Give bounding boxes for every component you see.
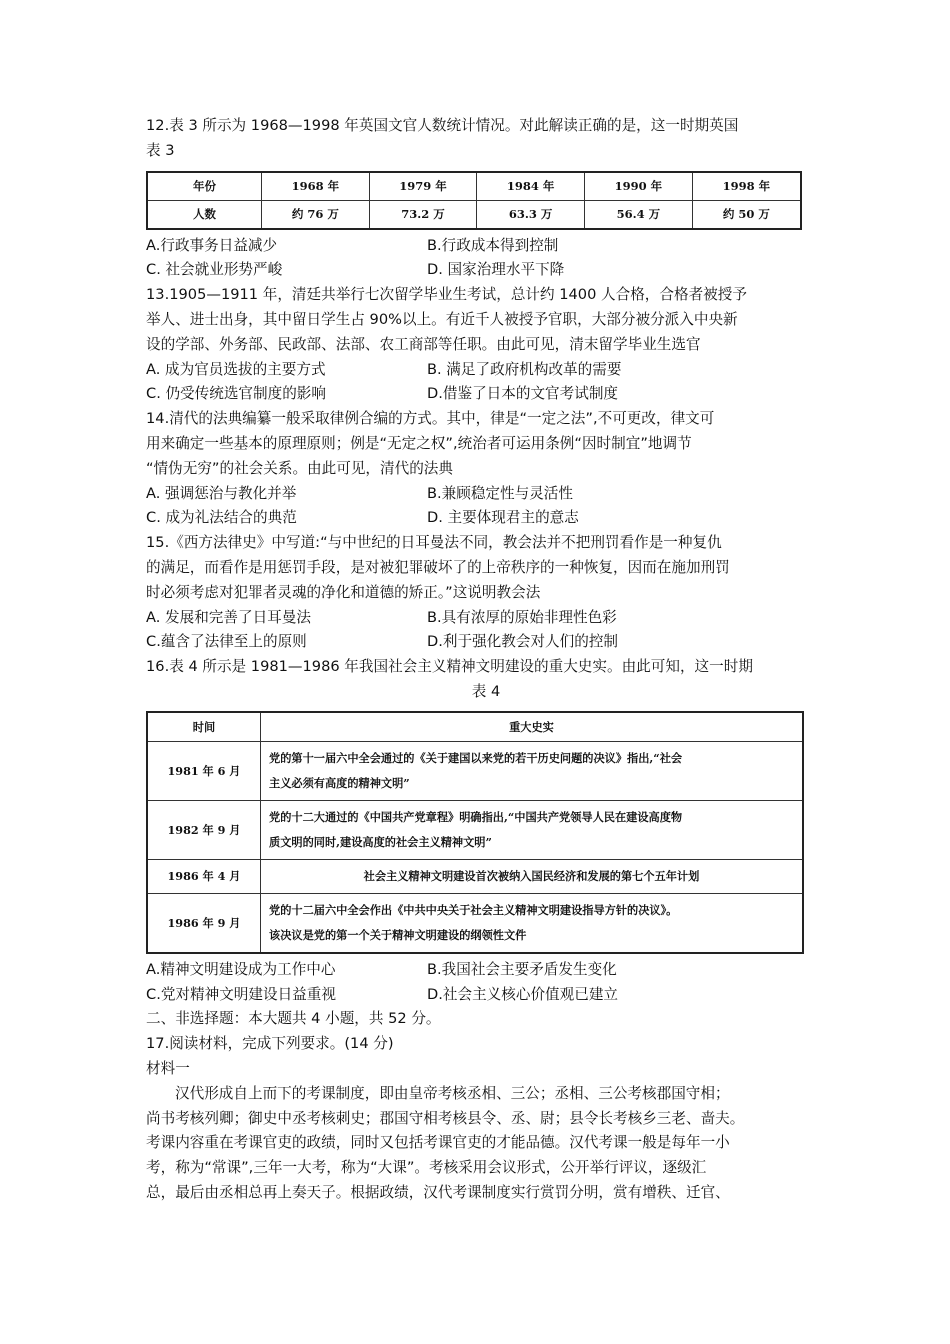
question-stem: 16.表 4 所示是 1981—1986 年我国社会主义精神文明建设的重大史实。由此可知，这一时期 — [146, 658, 753, 676]
option-row — [146, 234, 826, 259]
table-caption: 表 3 — [146, 141, 175, 159]
table-cell: 时间 — [147, 712, 261, 742]
table-4 — [146, 711, 804, 954]
option-a[interactable]: A. 发展和完善了日耳曼法 — [146, 608, 311, 626]
table-cell: 1984 年 — [477, 172, 585, 201]
option-a[interactable]: A. 成为官员选拔的主要方式 — [146, 360, 326, 378]
table-cell: 1981 年 6 月 — [147, 741, 261, 800]
table-cell — [261, 859, 804, 893]
material-text-line: 考，称为“常课”,三年一大考，称为“大课”。考核采用会议形式，公开举行评议，逐级汇 — [146, 1159, 707, 1177]
table-3 — [146, 171, 802, 230]
option-c[interactable]: C. 成为礼法结合的典范 — [146, 509, 297, 527]
question-12 — [146, 114, 826, 283]
question-text-line: 的满足，而看作是用惩罚手段，是对被犯罪破坏了的上帝秩序的一种恢复，因而在施加刑罚 — [146, 558, 730, 576]
option-row — [146, 606, 826, 631]
table-cell — [261, 800, 804, 859]
table-cell: 1986 年 9 月 — [147, 893, 261, 953]
fact-line: 党的十二届六中全会作出《中共中央关于社会主义精神文明建设指导方针的决议》。 — [269, 902, 678, 917]
table-cell: 人数 — [147, 200, 262, 229]
table-cell: 约 76 万 — [262, 200, 370, 229]
option-a[interactable]: A.精神文明建设成为工作中心 — [146, 960, 336, 978]
table-row — [147, 859, 803, 893]
table-cell: 约 50 万 — [692, 200, 801, 229]
question-15 — [146, 531, 826, 655]
option-b[interactable]: B.具有浓厚的原始非理性色彩 — [427, 608, 617, 626]
fact-line: 该决议是党的第一个关于精神文明建设的纲领性文件 — [269, 927, 527, 942]
fact-line: 党的第十一届六中全会通过的《关于建国以来党的若干历史问题的决议》指出,“社会 — [269, 750, 683, 765]
material-text-line: 考课内容重在考课官吏的政绩，同时又包括考课官吏的才能品德。汉代考课一般是每年一小 — [146, 1134, 730, 1152]
option-b[interactable]: B. 满足了政府机构改革的需要 — [427, 360, 622, 378]
table-row — [147, 200, 801, 229]
material-text-line: 尚书考核列卿；御史中丞考核刺史；郡国守相考核县令、丞、尉；县令长考核乡三老、啬夫。 — [146, 1109, 745, 1127]
fact-line: 主义必须有高度的精神文明” — [269, 775, 410, 790]
table-cell — [261, 741, 804, 800]
table-row — [147, 741, 803, 800]
question-17 — [146, 1032, 826, 1206]
option-c[interactable]: C.党对精神文明建设日益重视 — [146, 985, 336, 1003]
table-cell: 1990 年 — [585, 172, 693, 201]
table-cell — [261, 893, 804, 953]
fact-line: 党的十二大通过的《中国共产党章程》明确指出,“中国共产党领导人民在建设高度物 — [269, 809, 683, 824]
option-row — [146, 358, 826, 383]
question-text-line: 13.1905—1911 年，清廷共举行七次留学毕业生考试，总计约 1400 人合格，合格者被授予 — [146, 286, 747, 304]
option-a[interactable]: A. 强调惩治与教化并举 — [146, 484, 297, 502]
option-row — [146, 630, 826, 655]
question-stem: 12.表 3 所示为 1968—1998 年英国文官人数统计情况。对此解读正确的是，这一时期英国 — [146, 117, 739, 134]
option-row — [146, 983, 826, 1008]
option-d[interactable]: D.利于强化教会对人们的控制 — [427, 633, 619, 651]
option-d[interactable]: D. 国家治理水平下降 — [427, 261, 565, 279]
question-16 — [146, 655, 826, 1007]
option-b[interactable]: B.兼顾稳定性与灵活性 — [427, 484, 573, 502]
question-text-line: 设的学部、外务部、民政部、法部、农工商部等任职。由此可见，清末留学毕业生选官 — [146, 335, 701, 353]
fact-line: 社会主义精神文明建设首次被纳入国民经济和发展的第七个五年计划 — [363, 868, 700, 883]
question-text-line: 15.《西方法律史》中写道:“与中世纪的日耳曼法不同，教会法并不把刑罚看作是一种复仇 — [146, 534, 722, 552]
option-c[interactable]: C. 社会就业形势严峻 — [146, 261, 283, 279]
option-row — [146, 382, 826, 407]
table-cell: 1968 年 — [262, 172, 370, 201]
question-stem: 17.阅读材料，完成下列要求。(14 分) — [146, 1035, 394, 1053]
table-cell: 56.4 万 — [585, 200, 693, 229]
section-heading: 二、非选择题：本大题共 4 小题，共 52 分。 — [146, 1010, 441, 1028]
option-row — [146, 506, 826, 531]
table-cell: 63.3 万 — [477, 200, 585, 229]
material-text-line: 总，最后由丞相总再上奏天子。根据政绩，汉代考课制度实行赏罚分明，赏有增秩、迁官、 — [146, 1183, 730, 1201]
material-text-line: 汉代形成自上而下的考课制度，即由皇帝考核丞相、三公；丞相、三公考核郡国守相； — [175, 1084, 730, 1102]
table-row — [147, 893, 803, 953]
option-b[interactable]: B.我国社会主要矛盾发生变化 — [427, 960, 617, 978]
question-text-line: 举人、进士出身，其中留日学生占 90%以上。有近千人被授予官职，大部分被分派入中央新 — [146, 310, 738, 328]
table-cell: 1998 年 — [692, 172, 801, 201]
option-c[interactable]: C.蕴含了法律至上的原则 — [146, 633, 307, 651]
option-d[interactable]: D. 主要体现君主的意志 — [427, 509, 579, 527]
table-cell: 1982 年 9 月 — [147, 800, 261, 859]
table-header-row — [147, 712, 803, 742]
table-cell: 1979 年 — [369, 172, 477, 201]
option-row — [146, 958, 826, 983]
table-caption: 表 4 — [471, 682, 501, 700]
option-a[interactable]: A.行政事务日益减少 — [146, 236, 278, 254]
option-b[interactable]: B.行政成本得到控制 — [427, 236, 559, 254]
table-cell: 年份 — [147, 172, 262, 201]
table-cell: 重大史实 — [261, 712, 804, 742]
fact-line: 质文明的同时,建设高度的社会主义精神文明” — [269, 834, 492, 849]
table-header-row — [147, 172, 801, 201]
option-row — [146, 258, 826, 283]
question-13 — [146, 283, 826, 407]
question-text-line: 14.清代的法典编纂一般采取律例合编的方式。其中，律是“一定之法”,不可更改，律文可 — [146, 410, 715, 428]
option-d[interactable]: D.借鉴了日本的文官考试制度 — [427, 385, 619, 403]
question-text-line: 用来确定一些基本的原理原则；例是“无定之权”,统治者可运用条例“因时制宜”地调节 — [146, 434, 692, 452]
question-text-line: “情伪无穷”的社会关系。由此可见，清代的法典 — [146, 459, 453, 477]
option-row — [146, 482, 826, 507]
question-14 — [146, 407, 826, 531]
table-cell: 1986 年 4 月 — [147, 859, 261, 893]
option-d[interactable]: D.社会主义核心价值观已建立 — [427, 985, 619, 1003]
table-cell: 73.2 万 — [369, 200, 477, 229]
exam-page — [146, 114, 826, 1206]
table-row — [147, 800, 803, 859]
material-label: 材料一 — [146, 1059, 190, 1077]
question-text-line: 时必须考虑对犯罪者灵魂的净化和道德的矫正。”这说明教会法 — [146, 583, 541, 601]
option-c[interactable]: C. 仍受传统选官制度的影响 — [146, 385, 327, 403]
